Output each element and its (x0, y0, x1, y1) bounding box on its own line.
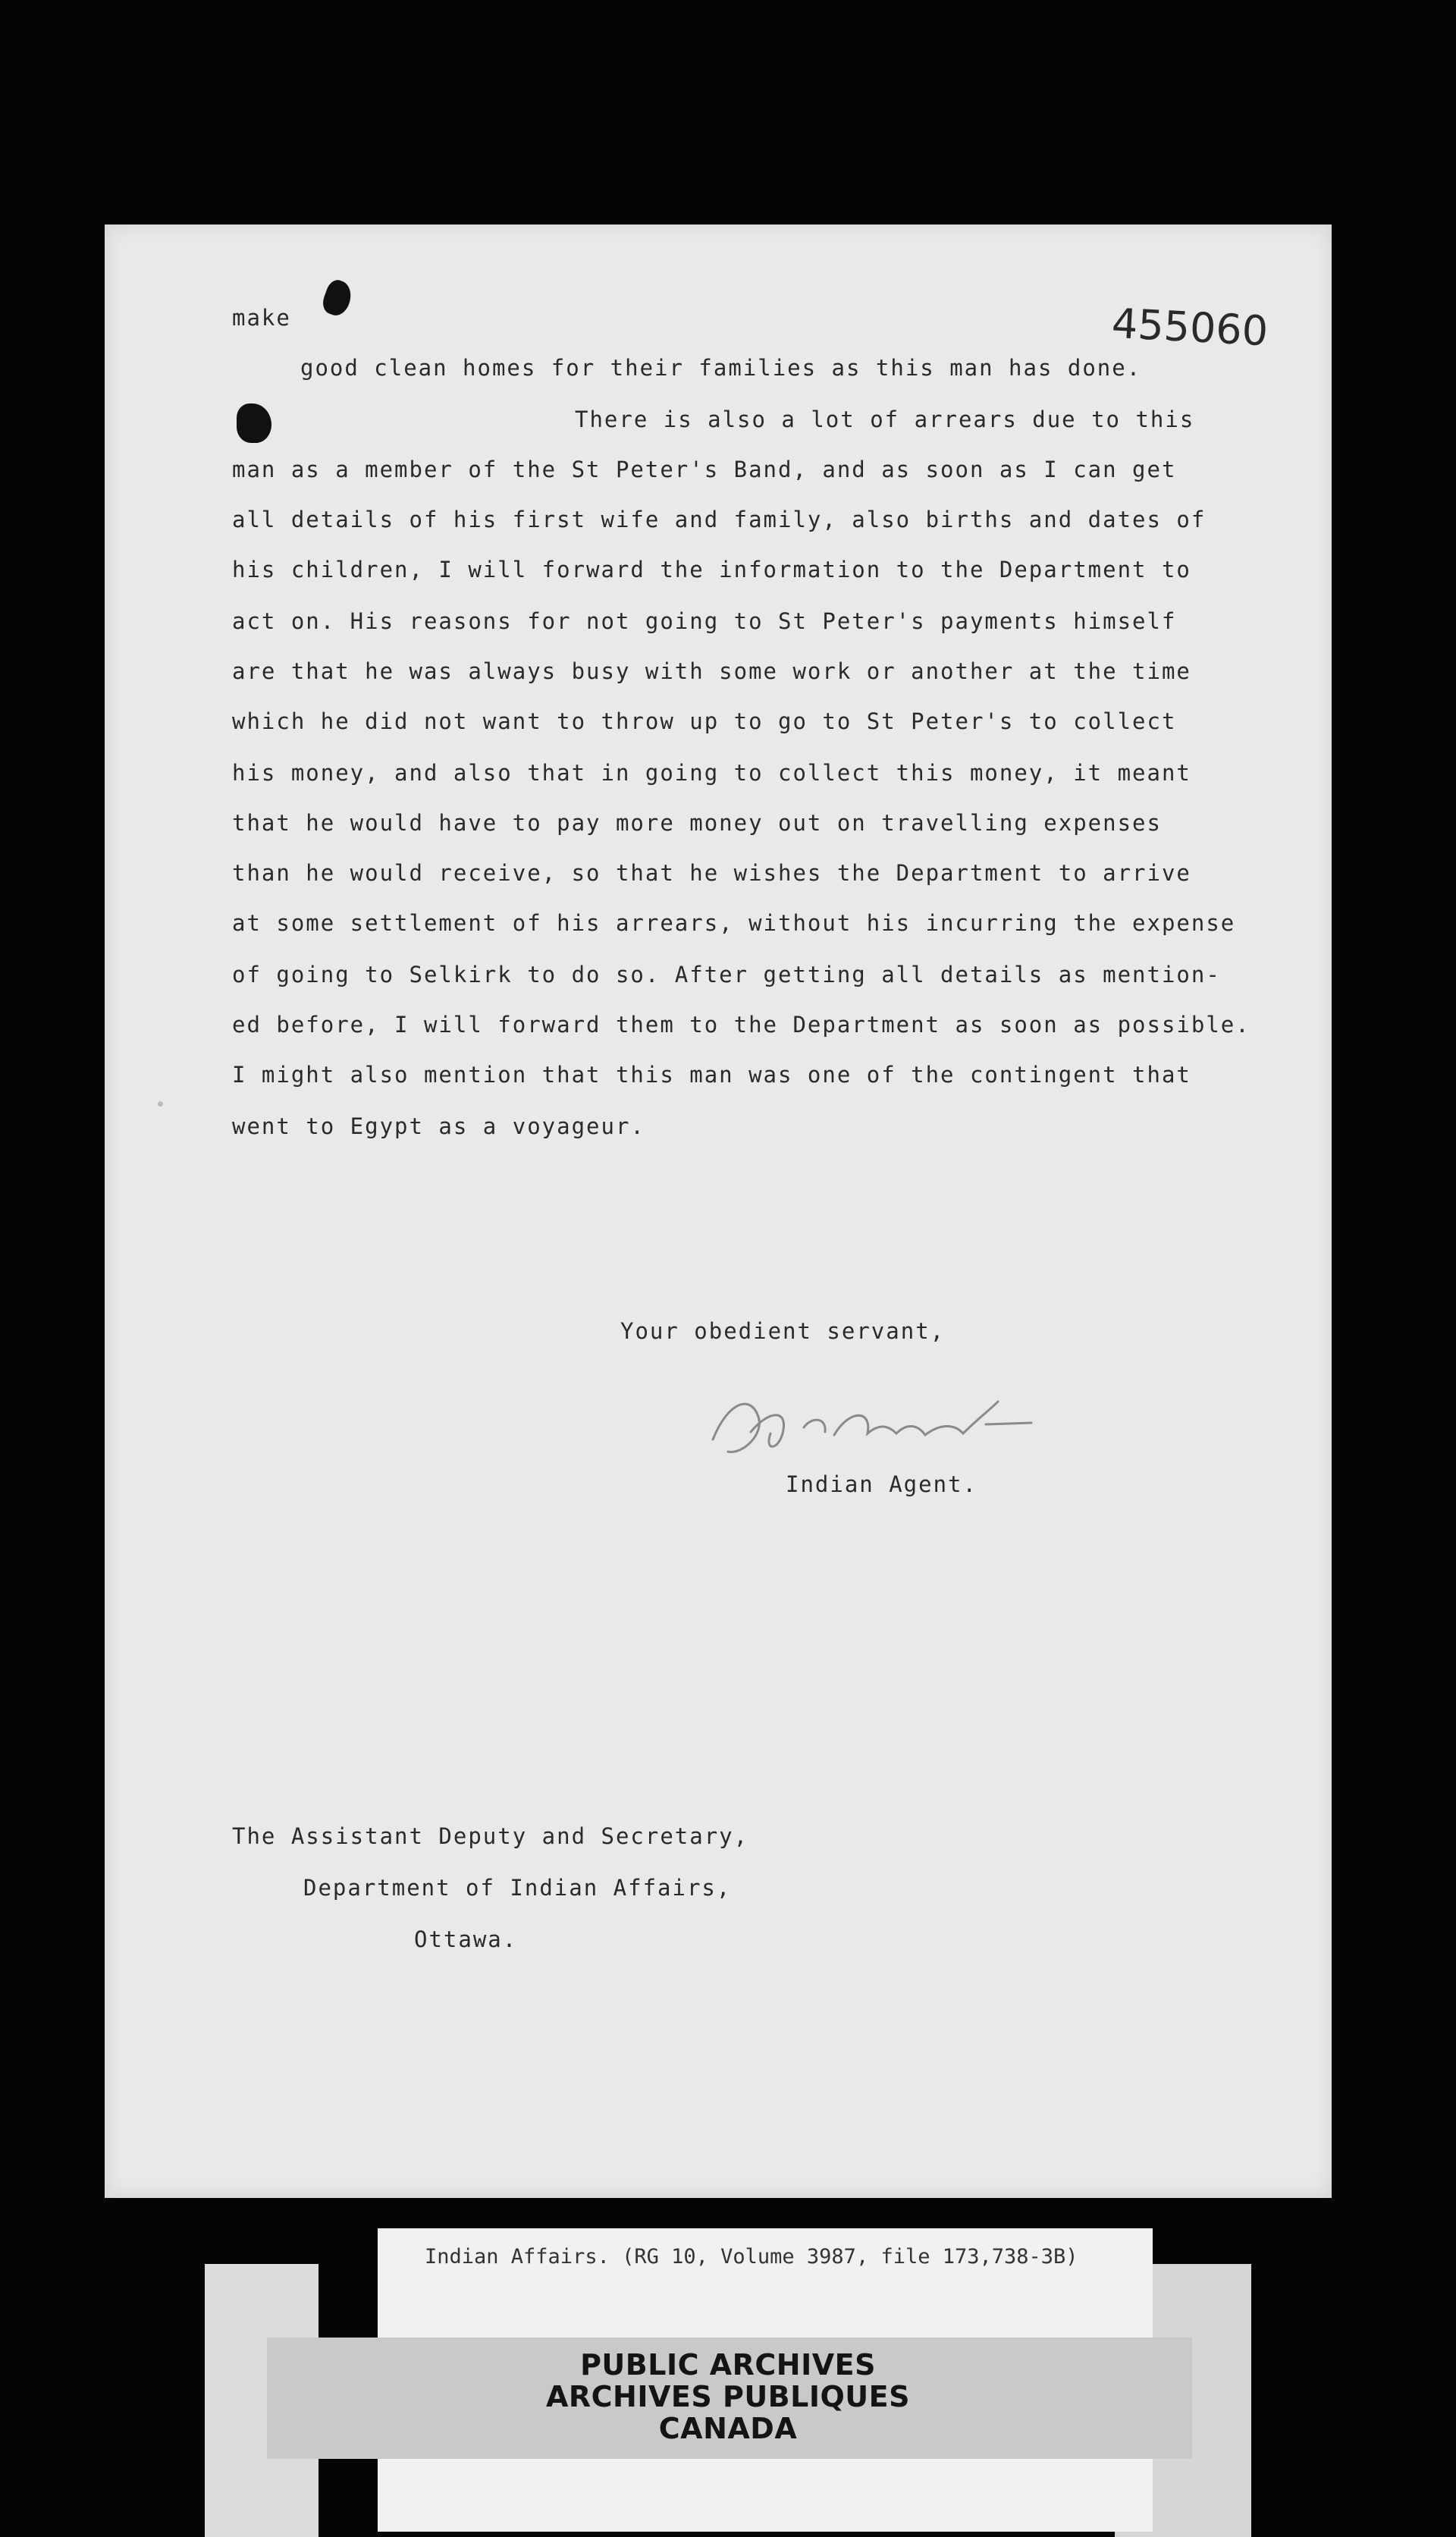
archive-stamp-line: ARCHIVES PUBLIQUES (546, 2380, 910, 2413)
letter-line: man as a member of the St Peter's Band, and as soon as I can get (232, 457, 1177, 482)
letter-line: are that he was always busy with some work or another at the time (232, 658, 1191, 684)
letter-line: his children, I will forward the information to the Department to (232, 557, 1191, 582)
signature (698, 1386, 1054, 1470)
archive-stamp-line: PUBLIC ARCHIVES (580, 2348, 876, 2382)
letter-line: There is also a lot of arrears due to this (575, 407, 1195, 432)
letter-line: I might also mention that this man was one of the contingent that (232, 1062, 1191, 1088)
letter-line: than he would receive, so that he wishes the Department to arrive (232, 860, 1191, 886)
letter-line: make (232, 305, 291, 331)
letter-line: which he did not want to throw up to go to St Peter's to collect (232, 708, 1177, 734)
addressee-line: Department of Indian Affairs, (303, 1875, 732, 1901)
letter-line: his money, and also that in going to collect this money, it meant (232, 760, 1191, 786)
closing: Your obedient servant, (620, 1318, 946, 1344)
addressee-line: Ottawa. (414, 1926, 518, 1952)
letter-line: at some settlement of his arrears, without his incurring the expense (232, 910, 1236, 936)
letter-line: ed before, I will forward them to the Department as soon as possible. (232, 1012, 1250, 1038)
letter-line: that he would have to pay more money out on travelling expenses (232, 810, 1162, 836)
letter-line: of going to Selkirk to do so. After getting all details as mention- (232, 962, 1221, 987)
signature-text: G. Stewart (698, 1386, 703, 1387)
archive-reference: Indian Affairs. (RG 10, Volume 3987, file 173,738-3B) (425, 2245, 1078, 2269)
addressee-line: The Assistant Deputy and Secretary, (232, 1823, 749, 1849)
archive-stamp-line: CANADA (658, 2412, 798, 2445)
letter-line: went to Egypt as a voyageur. (232, 1113, 645, 1139)
signer-title: Indian Agent. (786, 1471, 977, 1497)
margin-dot (158, 1101, 163, 1107)
signature-stroke (713, 1402, 1031, 1452)
file-number: 455060 (1110, 299, 1269, 356)
letter-line: good clean homes for their families as this man has done. (300, 355, 1142, 381)
letter-line: all details of his first wife and family, also births and dates of (232, 507, 1207, 532)
letter-line: act on. His reasons for not going to St Peter's payments himself (232, 608, 1177, 634)
